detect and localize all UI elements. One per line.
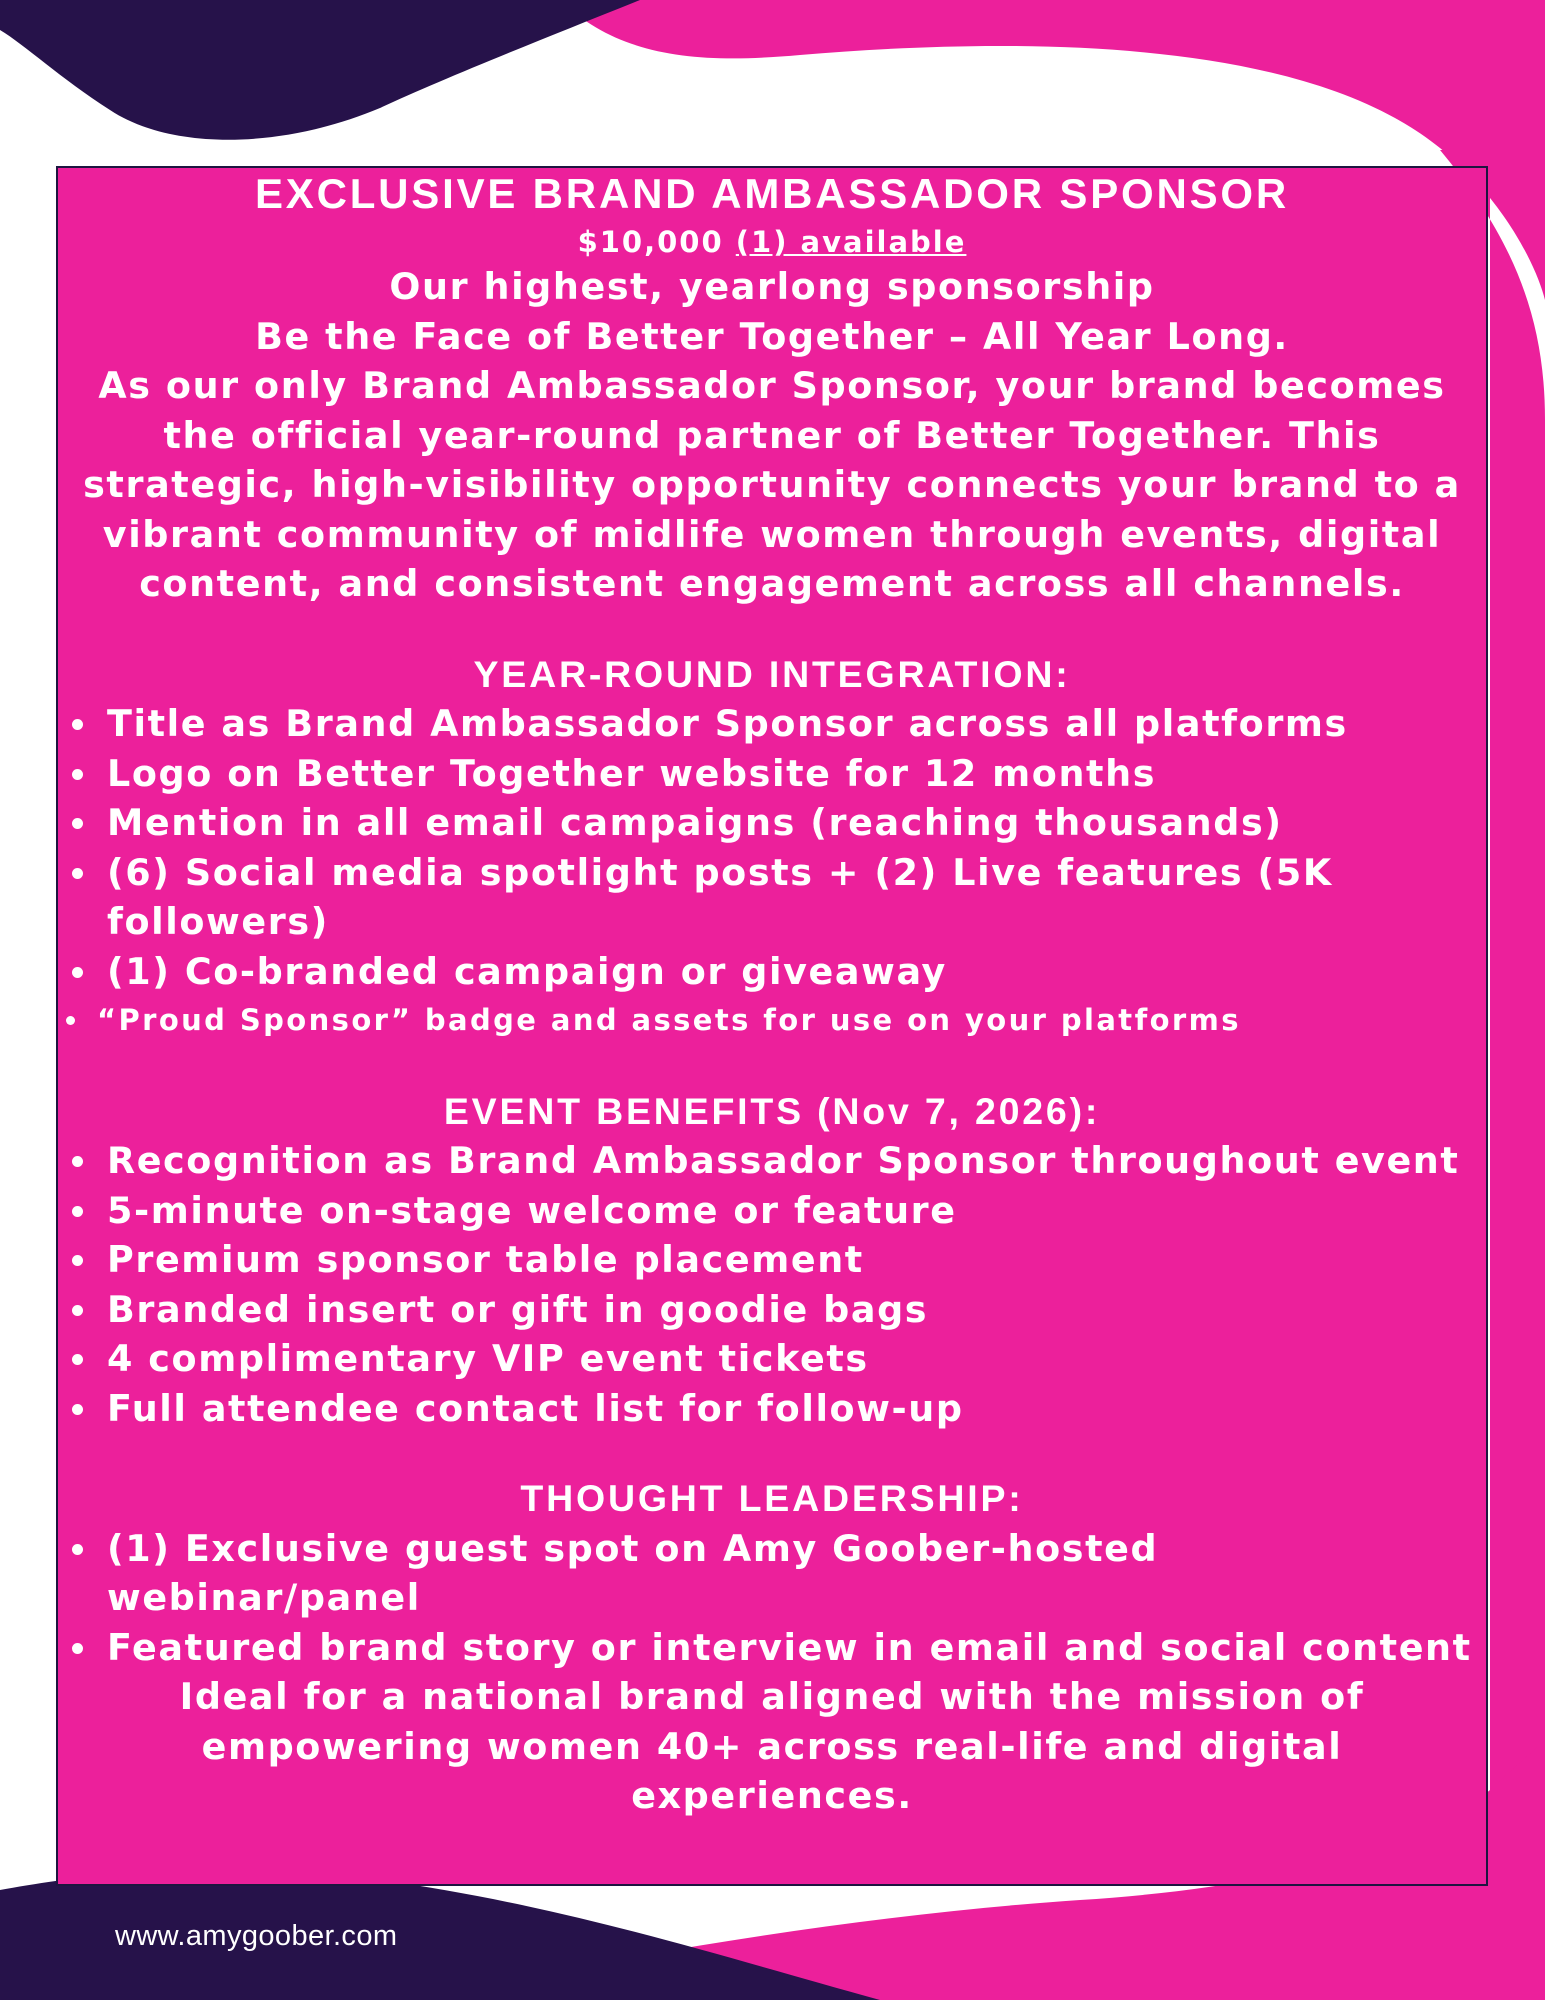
tagline: Our highest, yearlong sponsorship <box>389 265 1155 308</box>
closing-statement: Ideal for a national brand aligned with the mission of empowering women 40+ across real-life and digital experiences. <box>179 1675 1365 1817</box>
website-url[interactable]: www.amygoober.com <box>115 1920 398 1952</box>
year-round-list <box>58 699 1486 1046</box>
list-item: 5-minute on-stage welcome or feature <box>58 1186 1486 1236</box>
list-item: Premium sponsor table placement <box>58 1235 1486 1285</box>
intro-paragraph: As our only Brand Ambassador Sponsor, your brand becomes the official year-round partner of Better Together. This strategic, high-visibility opportunity connects your brand to a vibrant community of midlife women through events, digital content, and consistent engagement across all channels. <box>83 364 1461 605</box>
list-item: “Proud Sponsor” badge and assets for use on your platforms <box>58 996 1486 1046</box>
list-item: 4 complimentary VIP event tickets <box>58 1334 1486 1384</box>
list-item: Title as Brand Ambassador Sponsor across all platforms <box>58 699 1486 749</box>
availability: (1) available <box>735 225 967 259</box>
list-item: Logo on Better Together website for 12 months <box>58 749 1486 799</box>
sponsorship-panel <box>56 166 1488 1886</box>
event-benefits-list <box>58 1136 1486 1433</box>
year-round-heading: YEAR-ROUND INTEGRATION: <box>473 652 1071 695</box>
list-item: (6) Social media spotlight posts + (2) Live features (5K followers) <box>58 848 1486 947</box>
top-left-purple-wave <box>0 0 640 140</box>
list-item: Full attendee contact list for follow-up <box>58 1384 1486 1434</box>
price-line <box>58 222 1486 262</box>
list-item: Recognition as Brand Ambassador Sponsor throughout event <box>58 1136 1486 1186</box>
list-item: (1) Exclusive guest spot on Amy Goober-hosted webinar/panel <box>58 1524 1486 1623</box>
thought-leadership-heading: THOUGHT LEADERSHIP: <box>520 1477 1024 1519</box>
event-benefits-heading: EVENT BENEFITS (Nov 7, 2026): <box>443 1089 1101 1132</box>
headline: Be the Face of Better Together – All Year Long. <box>255 314 1289 358</box>
price: $10,000 <box>577 225 736 259</box>
list-item: Branded insert or gift in goodie bags <box>58 1285 1486 1335</box>
list-item: (1) Co-branded campaign or giveaway <box>58 947 1486 997</box>
thought-leadership-list <box>58 1524 1486 1673</box>
list-item: Mention in all email campaigns (reaching thousands) <box>58 798 1486 848</box>
list-item: Featured brand story or interview in email and social content <box>58 1623 1486 1673</box>
sponsorship-title: EXCLUSIVE BRAND AMBASSADOR SPONSOR <box>254 170 1290 217</box>
